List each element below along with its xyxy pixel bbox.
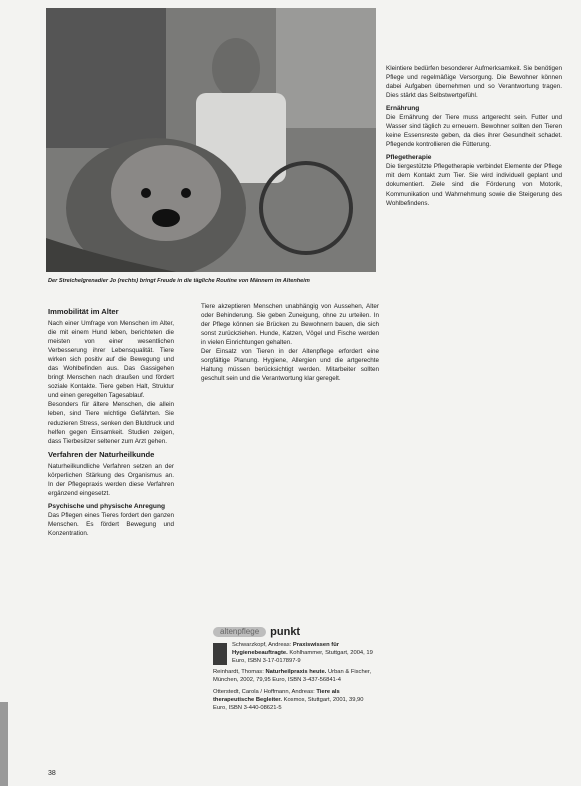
section-heading: Verfahren der Naturheilkunde (48, 449, 155, 459)
logo-pill: altenpflege (213, 627, 266, 637)
book-author: Otterstedt, Carola / Hoffmann, Andreas: (213, 688, 315, 695)
body-paragraph: Kleintiere bedürfen besonderer Aufmerksamkeit. Sie benötigen Pflege und regelmäßige Versorgung. Die Bewohner können dabei Aufgaben übernehmen und so Verantwortung tragen. Dies stärkt das Selbstwertgefühl. (386, 65, 562, 100)
book-entry (213, 688, 373, 712)
section-heading: Immobilität im Alter (48, 307, 119, 316)
book-author: Schwarzkopf, Andreas: (232, 642, 292, 649)
subheading: Ernährung (386, 105, 420, 113)
logo-word: punkt (270, 626, 301, 638)
literature-box (213, 627, 373, 715)
photo-caption: Der Streichelgrenadier Jo (rechts) bringt Freude in die tägliche Routine von Männern im Altenheim (48, 278, 310, 284)
altenpflege-punkt-logo (213, 627, 373, 637)
body-paragraph: Tiere akzeptieren Menschen unabhängig von Aussehen, Alter oder Behinderung. Sie geben Zuneigung, ohne zu urteilen. In der Pflege können sie Brücken zu Bewohnern bauen, die sich sonst zurückziehen. Hunde, Katzen, Vögel und Fische werden in vielen Einrichtungen gehalten. (201, 303, 379, 347)
subheading: Pflegetherapie (386, 154, 432, 162)
body-paragraph: Nach einer Umfrage von Menschen im Alter, die mit einem Hund leben, berichteten die meisten von einer wesentlichen Verbesserung ihrer Lebensqualität. Tiere wirken sich positiv auf die Bewegung und das Wohlbefinden aus. Das Gassigehen bringt Menschen nach draußen und fördert soziale Kontakte. Tiere geben Halt, Struktur und einen geregelten Tagesablauf. (48, 320, 174, 400)
book-title: Praxiswissen für Hygienebeauftragte. (232, 642, 339, 657)
book-author: Reinhardt, Thomas: (213, 669, 264, 676)
page-number: 38 (48, 770, 56, 777)
body-paragraph: Die Ernährung der Tiere muss artgerecht sein. Futter und Wasser sind täglich zu erneuern. Bewohner sollten den Tieren keine Essensreste geben, da dies ihrer Gesundheit schadet. Pflegende kontrollieren die Fütterung. (386, 114, 562, 149)
book-publisher: Urban & Fischer, München, 2002, 79,95 Euro, ISBN 3-437-56841-4 (213, 669, 372, 684)
body-paragraph: Besonders für ältere Menschen, die allein leben, sind Tiere wichtige Gefährten. Sie reduzieren Stress, senken den Blutdruck und helfen gegen Einsamkeit. Studien zeigen, dass Tierbesitzer seltener zum Arzt gehen. (48, 401, 174, 445)
body-paragraph: Der Einsatz von Tieren in der Altenpflege erfordert eine sorgfältige Planung. Hygiene, Allergien und die artgerechte Haltung müssen berücksichtigt werden. Mitarbeiter sollten geschult sein und die Verantwortung klar geregelt. (201, 348, 379, 383)
book-title: Naturheilpraxis heute. (265, 669, 327, 676)
article-photo (46, 8, 376, 272)
column-3 (386, 64, 562, 208)
book-publisher: Kosmos, Stuttgart, 2001, 39,90 Euro, ISBN 3-440-08621-5 (213, 696, 364, 711)
book-cover-icon (213, 643, 227, 665)
book-publisher: Kohlhammer, Stuttgart, 2004, 19 Euro, ISBN 3-17-017897-9 (232, 650, 373, 665)
page-edge-tab (0, 702, 8, 786)
body-paragraph: Naturheilkundliche Verfahren setzen an der körperlichen Stärkung des Organismus an. In der Pflegepraxis werden diese Verfahren ergänzend eingesetzt. (48, 462, 174, 497)
body-paragraph: Die tiergestützte Pflegetherapie verbindet Elemente der Pflege mit dem Kontakt zum Tier. Sie wird individuell geplant und dokumentiert. Ziele sind die Förderung von Motorik, Kommunikation und Wahrnehmung sowie die Steigerung des Wohlbefindens. (386, 163, 562, 207)
body-paragraph: Das Pflegen eines Tieres fordert den ganzen Menschen. Es fördert Bewegung und Konzentration. (48, 511, 174, 537)
book-entry (213, 641, 373, 665)
column-2 (201, 302, 379, 383)
book-entry (213, 668, 373, 684)
photo-man-wheelchair-dog (46, 8, 376, 272)
column-1 (48, 303, 174, 538)
book-title: Tiere als therapeutische Begleiter. (213, 688, 340, 703)
subheading: Psychische und physische Anregung (48, 502, 166, 510)
